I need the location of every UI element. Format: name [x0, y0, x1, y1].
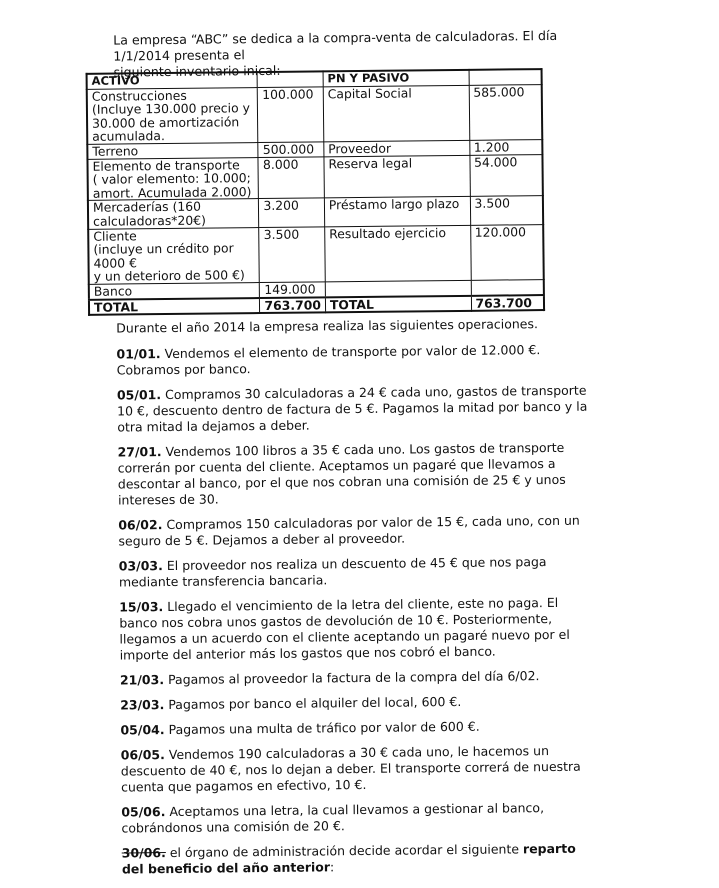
- operation-date: 21/03.: [119, 672, 165, 688]
- operation-item: [118, 513, 593, 550]
- total-label-left: TOTAL: [89, 298, 260, 315]
- table-body: [87, 84, 544, 299]
- table-cell: 149.000: [260, 282, 326, 298]
- total-value-left: 763.700: [260, 297, 326, 313]
- table-cell: Préstamo largo plazo: [324, 197, 470, 227]
- operation-item: [119, 554, 594, 591]
- operation-item: [120, 668, 595, 689]
- table-cell: Cliente (incluye un crédito por 4000 € y un deterioro de 500 €): [88, 227, 260, 284]
- header-activo: ACTIVO: [87, 72, 258, 89]
- operation-date: 23/03.: [120, 697, 165, 713]
- last-operation: [122, 841, 597, 878]
- table-cell: Terreno: [87, 143, 258, 159]
- table-cell: 120.000: [470, 224, 544, 280]
- total-value-right: 763.700: [471, 295, 544, 311]
- table-row: [88, 224, 544, 284]
- inventory-table: [86, 68, 546, 316]
- intro-line-1: La empresa “ABC” se dedica a la compra-venta de calculadoras. El día 1/1/2014 presenta el: [113, 27, 558, 64]
- total-label-right: TOTAL: [325, 295, 471, 312]
- operation-text: Compramos 30 calculadoras a 24 € cada uno, gastos de transporte 10 €, descuento dentro de factura de 5 €. Pagamos la mitad por banco y la otra mitad la dejamos a deber.: [117, 382, 588, 435]
- operation-date: 06/02.: [118, 517, 163, 533]
- intro-line-2: siguiente inventario inical:: [113, 62, 281, 80]
- last-operation-end: :: [329, 859, 335, 875]
- table-cell: Mercaderías (160 calculadoras*20€): [88, 199, 259, 229]
- table-cell: 1.200: [469, 140, 542, 155]
- table-cell: [325, 280, 471, 297]
- operation-text: Vendemos 100 libros a 35 € cada uno. Los gastos de transporte correrán por cuenta del cliente. Aceptamos un pagaré que llevamos a descontar al banco, por el que nos cobran una comisión de 25 € y unos intereses de 30.: [117, 439, 566, 508]
- table-cell: 3.500: [470, 196, 543, 225]
- table-cell: [471, 279, 544, 295]
- operation-date: 06/05.: [120, 747, 165, 763]
- operation-item: [121, 743, 596, 796]
- operation-date: 05/06.: [121, 804, 166, 820]
- table-cell: 8.000: [258, 156, 324, 198]
- table-row: [87, 84, 543, 144]
- table-cell: Elemento de transporte ( valor elemento: 10.000; amort. Acumulada 2.000): [87, 157, 258, 201]
- operations-section: [116, 316, 597, 887]
- operation-date: 03/03.: [118, 558, 163, 574]
- header-pn-pasivo: PN Y PASIVO: [323, 70, 469, 87]
- operation-text: El proveedor nos realiza un descuento de 45 € que nos paga mediante transferencia bancaria.: [118, 554, 547, 590]
- operation-item: [120, 718, 595, 739]
- table-cell: Banco: [89, 282, 260, 299]
- table-cell: 3.500: [259, 226, 325, 282]
- operation-text: Pagamos al proveedor la factura de la compra del día 6/02.: [167, 668, 540, 688]
- table-cell: 54.000: [469, 154, 542, 197]
- operation-text: Pagamos una multa de tráfico por valor de 600 €.: [168, 718, 480, 738]
- table-cell: Proveedor: [324, 140, 470, 156]
- operation-item: [117, 440, 593, 509]
- header-empty-2: [469, 69, 542, 85]
- table-cell: Reserva legal: [324, 155, 470, 198]
- table-cell: 100.000: [258, 86, 324, 142]
- table-cell: 585.000: [469, 84, 543, 140]
- table-cell: Capital Social: [323, 85, 469, 142]
- operation-text: Vendemos 190 calculadoras a 30 € cada uno, le hacemos un descuento de 40 €, nos lo dejan a deber. El transporte correrá de nuestra cuenta que pagamos en efectivo, 10 €.: [120, 743, 581, 795]
- operation-item: [119, 595, 595, 664]
- operation-date: 05/04.: [120, 722, 165, 738]
- operation-item: [117, 383, 592, 436]
- operation-text: Llegado el vencimiento de la letra del cliente, este no paga. El banco nos cobra unos gastos de devolución de 10 €. Posteriormente, llegamos a un acuerdo con el cliente aceptando un pagaré nuevo por el importe del anterior más los gastos que nos cobró el banco.: [119, 594, 570, 663]
- table-cell: Construcciones (Incluye 130.000 precio y 30.000 de amortización acumulada.: [87, 87, 259, 144]
- total-row: [89, 295, 544, 315]
- operations-intro: Durante el año 2014 la empresa realiza las siguientes operaciones.: [116, 316, 539, 336]
- operation-item: [120, 693, 595, 714]
- operation-item: [121, 800, 596, 837]
- header-empty-1: [258, 71, 324, 87]
- operation-text: Pagamos por banco el alquiler del local, 600 €.: [168, 693, 462, 713]
- table-cell: Resultado ejercicio: [325, 225, 471, 282]
- table-cell: 500.000: [258, 142, 324, 157]
- last-operation-date: 30/06.: [121, 845, 166, 861]
- last-operation-text: el órgano de administración decide acordar el siguiente: [165, 841, 524, 861]
- operation-date: 05/01.: [116, 387, 162, 403]
- operation-date: 27/01.: [117, 444, 162, 460]
- operation-text: Compramos 150 calculadoras por valor de 15 €, cada uno, con un seguro de 5 €. Dejamos a deber al proveedor.: [118, 512, 580, 549]
- table-row: [87, 154, 542, 201]
- last-operation-bold: reparto del beneficio del año anterior: [121, 840, 576, 877]
- table-cell: 3.200: [259, 198, 325, 227]
- operation-date: 15/03.: [119, 599, 164, 615]
- operation-date: 01/01.: [116, 346, 161, 362]
- operation-item: [116, 342, 591, 379]
- operations-list: [116, 342, 596, 837]
- operation-text: Vendemos el elemento de transporte por valor de 12.000 €. Cobramos por banco.: [116, 342, 541, 378]
- operation-text: Aceptamos una letra, la cual llevamos a gestionar al banco, cobrándonos una comisión de 20 €.: [121, 800, 545, 836]
